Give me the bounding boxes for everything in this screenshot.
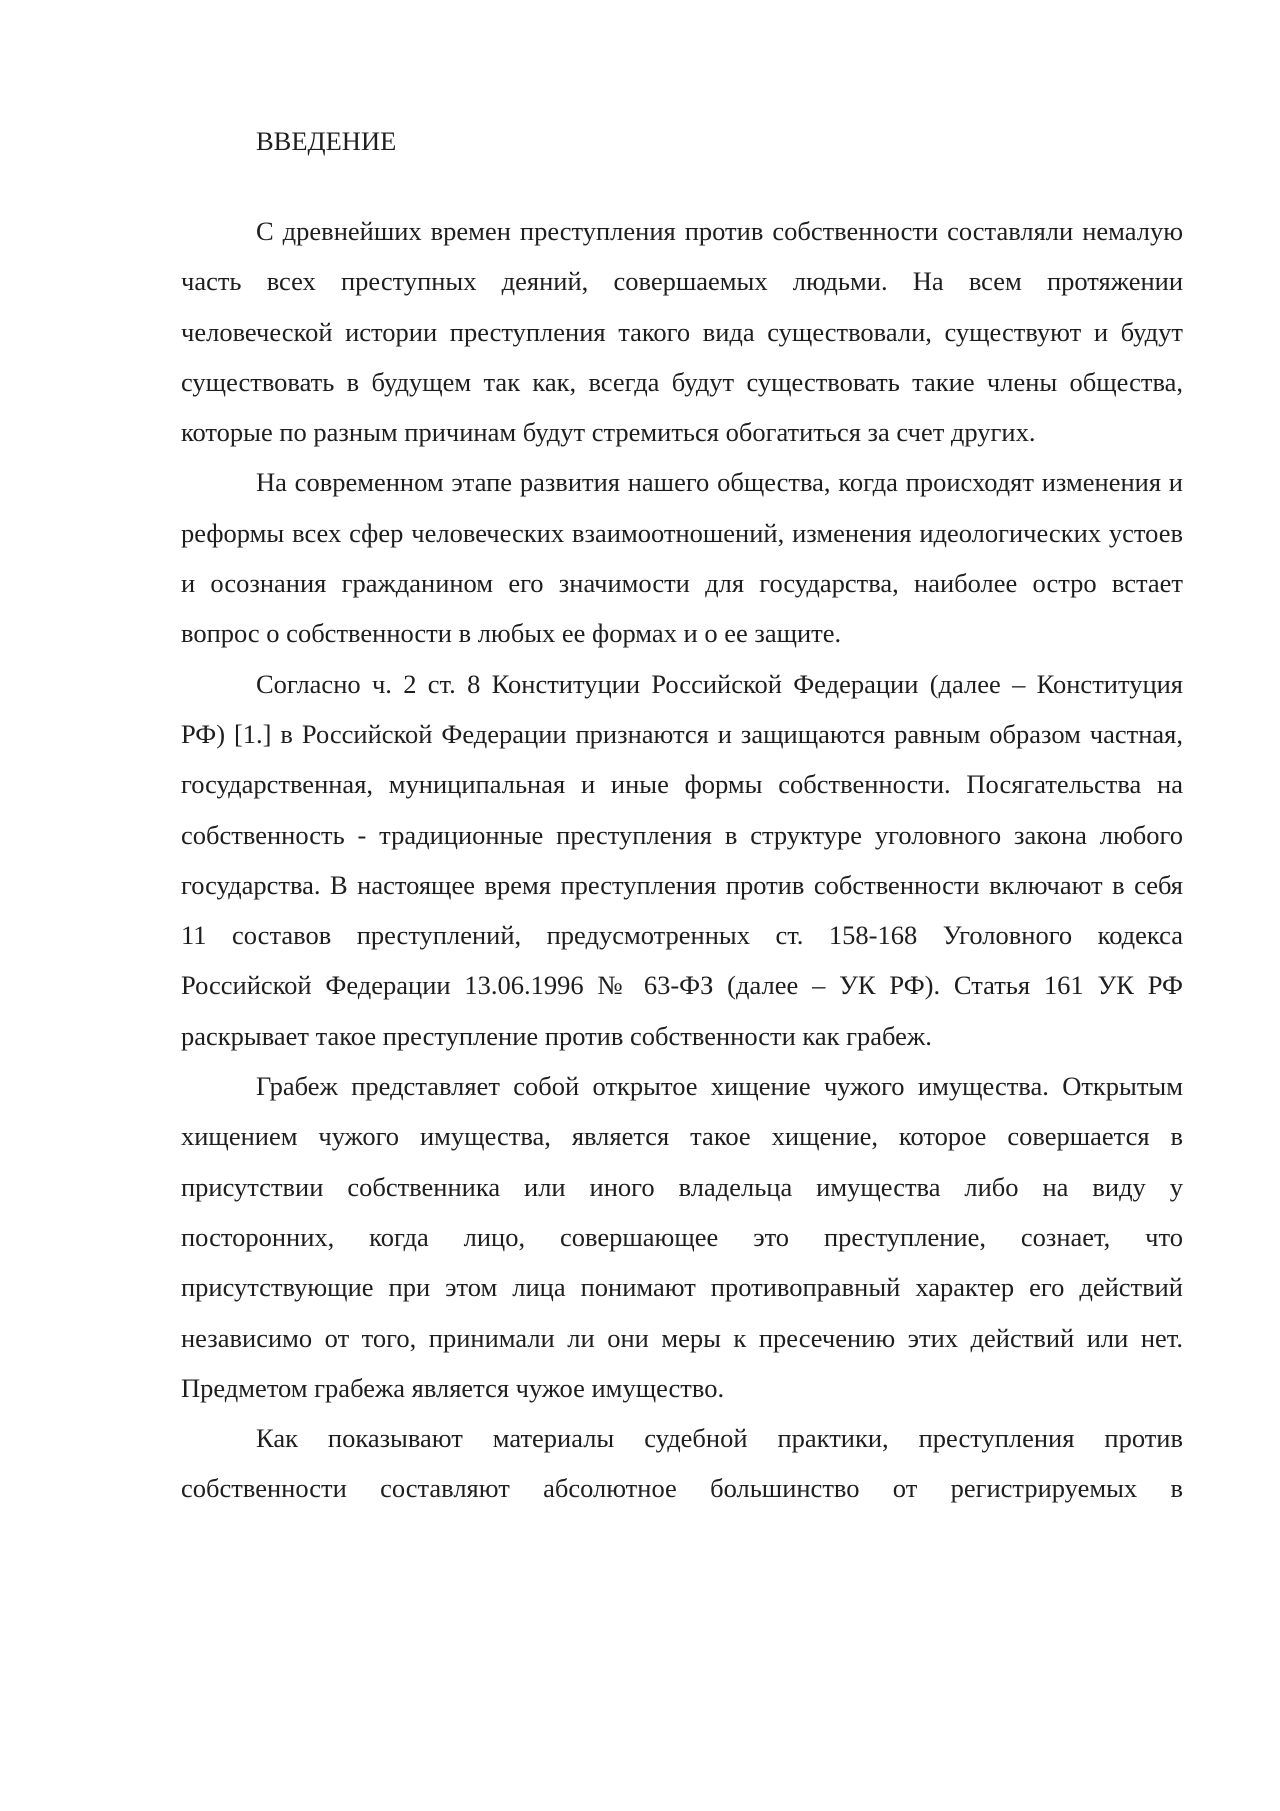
- paragraph-2: На современном этапе развития нашего общества, когда происходят изменения и реформы всех сфер человеческих взаимоотношений, изменения идеологических устоев и осознания гражданином его значимости для государства, наиболее остро встает вопрос о собственности в любых ее формах и о ее защите.: [181, 467, 1183, 649]
- heading-spacer: [181, 166, 1183, 206]
- paragraph-4: Грабеж представляет собой открытое хищение чужого имущества. Открытым хищением чужого имущества, является такое хищение, которое совершается в присутствии собственника или иного владельца имущества либо на виду у посторонних, когда лицо, совершающее это преступление, сознает, что присутствующие при этом лица понимают противоправный характер его действий независимо от того, принимали ли они меры к пресечению этих действий или нет. Предметом грабежа является чужое имущество.: [181, 1071, 1183, 1403]
- document-body: [181, 116, 1183, 1514]
- paragraph-1: С древнейших времен преступления против собственности составляли немалую часть всех преступных деяний, совершаемых людьми. На всем протяжении человеческой истории преступления такого вида существовали, существуют и будут существовать в будущем так как, всегда будут существовать такие члены общества, которые по разным причинам будут стремиться обогатиться за счет других.: [181, 216, 1183, 448]
- section-heading: ВВЕДЕНИЕ: [256, 126, 397, 156]
- paragraph-5: Как показывают материалы судебной практики, преступления против собственности составляют абсолютное большинство от регистрируемых в: [181, 1423, 1183, 1504]
- paragraph-3: Согласно ч. 2 ст. 8 Конституции Российской Федерации (далее – Конституция РФ) [1.] в Российской Федерации признаются и защищаются равным образом частная, государственная, муниципальная и иные формы собственности. Посягательства на собственность - традиционные преступления в структуре уголовного закона любого государства. В настоящее время преступления против собственности включают в себя 11 составов преступлений, предусмотренных ст. 158-168 Уголовного кодекса Российской Федерации 13.06.1996 № 63-ФЗ (далее – УК РФ). Статья 161 УК РФ раскрывает такое преступление против собственности как грабеж.: [181, 668, 1183, 1051]
